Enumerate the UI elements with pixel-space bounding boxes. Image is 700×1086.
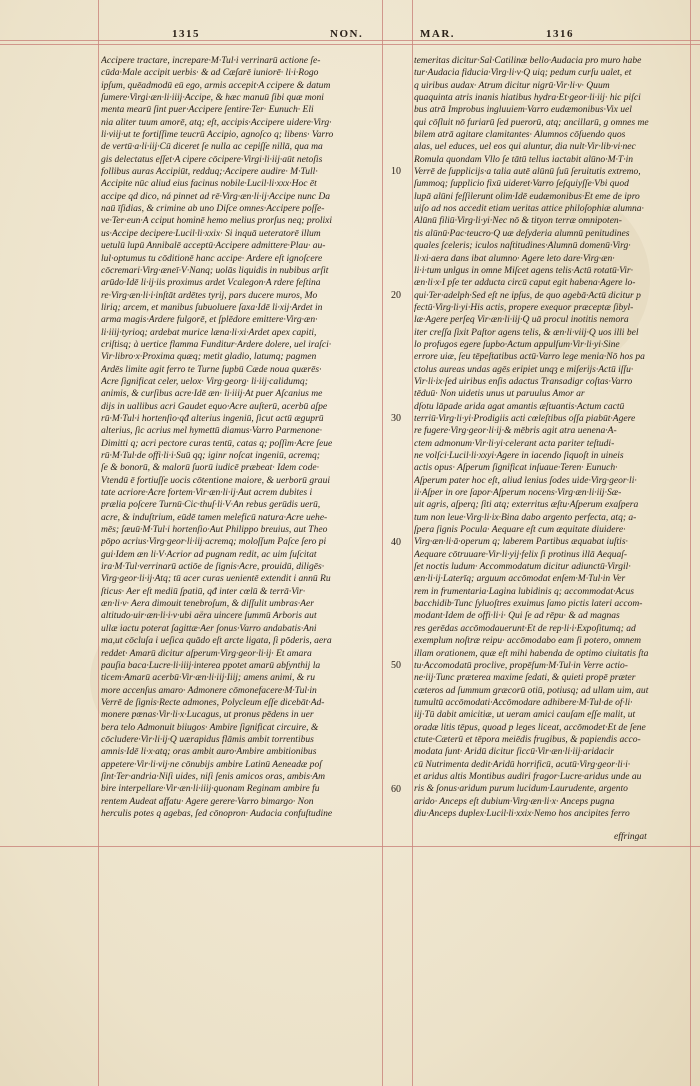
text-line: naū īſidias, & crimine ab uno Diſce omnes·Accipere poſſe- [101, 203, 325, 215]
text-line: ne·iij·Tunc præterea maxime ſedati, & quieti propē præter [414, 672, 636, 684]
text-line: mēs; ſæuū·M·Tul·i hortenſio·Aut Philippo breuius, aut Theo [101, 524, 328, 536]
text-line: ii·Aſper in ore ſapor·Aſperum nocens·Virg·æn·li·iij·Sæ- [414, 487, 622, 499]
text-line: Ardēs limite agit ferro te Turne ſupbū Cæde noua quærēs· [101, 363, 322, 375]
text-line: herculis potes q agebas, ſed cōnopron· Audacia confuſtudine [101, 807, 333, 819]
text-line: terriū·Virg·li·yi·Prodigiis acti cœleſtibus oſſa piabūt·Agere [414, 412, 636, 424]
text-line: modant·Idem de offi·li·i· Qui ſe ad rēpu· & ad magnas [414, 610, 620, 622]
text-line: Aequare cōtruuare·Vir·li·yij·felix ſi protinus illā Aequaſ- [414, 548, 628, 560]
text-line: animis, & curſibus acre·Idē æn· li·iiij·At puer Aſcanius me [101, 388, 323, 400]
running-head-right: MAR. [420, 28, 456, 40]
text-line: ira·M·Tul·verrinarū actiōe de ſignis·Acre, prouidū, diligēs· [101, 561, 325, 573]
folio-number-left: 1315 [172, 28, 200, 40]
text-line: ſummoq; ſupplicio fixū uideret·Varro ſeſquiyſſe·Vbi quod [414, 178, 629, 190]
text-line: actis opus· Aſperum ſignificat inſuaue·Teren· Eunuch· [414, 462, 618, 474]
line-number: 40 [391, 536, 401, 548]
text-line: Vir·libro·x·Proxima quæq; metit gladio, latumq; pagmen [101, 351, 317, 363]
text-line: criſtisq; à uertice flamma Funditur·Ardere dolere, uel iraſci· [101, 338, 332, 350]
ruling-line [0, 44, 700, 45]
ruling-line [0, 846, 700, 847]
text-line: ris & ſonus·aridum purum lucidum·Laurudente, argento [414, 783, 628, 795]
text-line: de vertū·a·li·iij·Cū diceret ſe nulla ac cepiſſe nillā, qua ma [101, 141, 323, 153]
text-line: uetulū lupū Annibalē acceptū·Accipere admittere·Plau· au- [101, 240, 326, 252]
text-line: cū Nutrimenta dedit·Aridū horrificū, acutū·Virg·geor·li·i· [414, 758, 631, 770]
text-line: iij·Tū dabit amicitiæ, ut ueram amici cauſam eſſe malit, ut [414, 709, 636, 721]
text-line: æn·li·x·I pſe ter adducta circū caput egit habena·Agere lo- [414, 277, 636, 289]
text-line: æn·li·v· Aera dimouit tenebroſum, & diſſulit umbras·Aer [101, 598, 314, 610]
text-line: exemplum noſtræ reipu· accōmodabo eam ſi potero, omnem [414, 635, 642, 647]
text-line: more accenſus amaro· Admonere cōmonefacere·M·Tul·in [101, 684, 317, 696]
text-line: li·xi·aera dans ibat alumno· Agere leto dare·Virg·æn· [414, 252, 615, 264]
text-line: dſotu lāpade arida agat amantis æſtuantis·Actum cactū [414, 400, 625, 412]
text-line: illam orationem, quæ eſt mihi habenda de optimo ciuitatis ſta [414, 647, 649, 659]
text-line: cæteros ad ſummum græcorū otiū, potiusq; ad ullam uim, aut [414, 684, 649, 696]
text-line: rū·M·Tul·i hortenſio·qđ alterius ingeniū, ſicut actū æguprū [101, 412, 324, 424]
text-line: Virg·æn·li·ā·operum q; laberem Partibus æquabat iuſtis· [414, 536, 628, 548]
text-line: ſpera ſignis Pocula· Aequare eſt cum æquitate diuidere· [414, 524, 626, 536]
text-line: li·viij·ut te fortiſſime teucrū Accipio, agnoſco q; libens· Varro [101, 129, 334, 141]
line-number: 50 [391, 660, 401, 672]
text-line: Verrē de ſignis·Recte admones, Polycleum eſſe dicebāt·Ad- [101, 696, 325, 708]
text-line: ctute·Cæterū et tēpora meiēdis frugibus, & papiendis acco- [414, 733, 641, 745]
text-line: Acre ſignificat celer, uelox· Virg·georg· li·iij·calidumq; [101, 375, 308, 387]
text-line: lo profugos egere ſupbo·Actum appulſum·Vir·li·yi·Sine [414, 338, 620, 350]
text-line: uiſo ad nos accedit etiam ueritas attice philoſophiæ alumna· [414, 203, 644, 215]
folio-number-right: 1316 [546, 28, 574, 40]
text-line: quales ſceleris; iculos naſtitudines·Alumnū domenū·Virg· [414, 240, 631, 252]
text-line: Vir·li·ix·ſed uiribus enſis adactus Transadigr coſtas·Varro [414, 375, 633, 387]
text-line: Virg·geor·li·ij·Atq; tū acer curas uenientē extendit i annū Ru [101, 573, 331, 585]
right-text-column [414, 55, 688, 820]
left-text-column [101, 55, 384, 820]
text-line: accipe qd dico, ná pinnet ad rē·Virg·æn·li·ij·Accipe nunc Da [101, 190, 331, 202]
text-line: ſint·Ter·andria·Niſi uides, niſi ſenis amicos oras, ambis·Am [101, 770, 326, 782]
text-line: gui·Idem æn li·V·Acrior ad pugnam redit, ac uim ſuſcitat [101, 548, 317, 560]
text-line: ctolus aureas undas agēs eripiet unqȝ e miſerijs·Actū iſſu· [414, 363, 634, 375]
text-line: Verrē de ſupplicijs·a talia autē alūnū ſuū ſeruitutis extremo, [414, 166, 641, 178]
text-line: re fugere·Virg·geor·li·ij·& mēbris agit atra uenena·A- [414, 425, 617, 437]
text-line: Dimitti q; acri pectore curas tentū, catas q; poſſim·Acre ſeue [101, 437, 333, 449]
text-line: Romula quondam Vllo ſe tātū tellus iactabit alūno·M·T·in [414, 153, 634, 165]
text-line: pōpo acrius·Virg·geor·li·iij·acremq; moloſſum Paſce ſero pi [101, 536, 327, 548]
text-line: diu·Anceps duplex·Lucil·li·xxix·Nemo hos ancipites ferro [414, 807, 630, 819]
text-line: reddet· Amarū dicitur aſperum·Virg·geor·li·ij· Et amara [101, 647, 312, 659]
text-line: us·Accipe decipere·Lucil·li·xxix· Si inquā ueteratorē illum [101, 227, 321, 239]
text-line: oradæ litis tēpus, quoad p leges liceat, accōmodet·Et de ſene [414, 721, 646, 733]
text-line: altitudo·uir·æn·li·i·v·ubi aëra uincere ſummū Arboris aut [101, 610, 317, 622]
text-line: qui cōſluit nō furiarū ſed puerorū, atq; ancillarū, g omnes me [414, 116, 649, 128]
ruling-line [412, 0, 413, 1086]
text-line: ſet noctis ludum· Accommodatum dicitur adiunctū·Virgil· [414, 561, 631, 573]
text-line: qui·Ter·adelph·Sed eſt ne ipſus, de quo agebā·Actū dicitur p [414, 289, 641, 301]
text-line: gis delectatus eſſet·A cipere cōcipere·Virgi·li·iij·aūt netoſis [101, 153, 323, 165]
text-line: ipſum, quēadmodū eū ego, armis accepit·A ccipere & datum [101, 79, 331, 91]
text-line: Accipere tractare, increpare·M·Tul·i verrinarū actione ſe- [101, 55, 321, 66]
text-line: bilem atrā agitare clamitantes· Alumnos cōſuendo quos [414, 129, 626, 141]
text-line: res gerēdas accōmodauerunt·Et de rep·li·i·Expoſitumq; ad [414, 622, 636, 634]
catchword: effringat [614, 832, 647, 842]
text-line: prælia poſcere Turnū·Cic·thuſ·li·V·An rebus gerūdis uerū, [101, 499, 321, 511]
text-line: modata ſunt· Aridū dicitur ſiccū·Vir·æn·li·iij·aridacir [414, 746, 615, 758]
text-line: rentem Audeat affatu· Agere gerere·Varro bimargo· Non [101, 795, 314, 807]
text-line: alterius, ſic acrius mel hymettū diamus·Varro Parmenone· [101, 425, 323, 437]
text-line: nia aliter tuum amorē, atq; eſt, accipis·Accipere uidere·Virg· [101, 116, 332, 128]
text-line: cōcludere·Vir·li·ij·Q uærapidus flāmis ambit torrentibus [101, 733, 314, 745]
text-line: monere pœnas·Vir·li·x·Lucagus, ut pronus pēdens in uer [101, 709, 314, 721]
text-line: arūdo·Idē li·ij·iis proximus ardet Vcalegon·A rdere feſtina [101, 277, 321, 289]
text-line: tu·Accomodatū proclive, propēſum·M·Tul·in Verre actio- [414, 659, 628, 671]
text-line: arido· Anceps eſt dubium·Virg·æn·li·x· Anceps pugna [414, 795, 615, 807]
text-line: li·iiij·tyrioq; ardebat murice læna·li·xi·Ardet apex capiti, [101, 326, 317, 338]
text-line: tum non leue·Virg·li·ix·Bina dabo argento perfecta, atq; a- [414, 511, 637, 523]
text-line: lul·optumus tu cōditionē hanc accipe· Ardere eſt ignoſcere [101, 252, 323, 264]
running-head-left: NON. [330, 28, 364, 40]
text-line: bus atrā Improbus ingluuiem·Varro eudæmonibus·Vix uel [414, 104, 632, 116]
text-line: ullæ iactu poterat ſagittæ·Aer ſonus·Varro andabatis·Ani [101, 622, 317, 634]
text-line: ſe & bonorū, & malorū ſuorū iudicē præbeat· Idem code· [101, 462, 319, 474]
text-line: temeritas dicitur·Sal·Catilinæ bello·Audacia pro muro habe [414, 55, 642, 66]
text-line: ctem admonum·Vir·li·yi·celerant acta pariter teſtudi- [414, 437, 615, 449]
text-line: Accipite nūc aliud eius facinus nobile·Lucil·li·xxx·Hoc ēt [101, 178, 317, 190]
text-line: liriq; arcem, et manibus ſubuoluere ſaxa·Idē li·xij·Ardet in [101, 301, 323, 313]
text-line: tis alūnū·Pac·teucro·Q uæ deſyderia alumnū penitudines [414, 227, 630, 239]
text-line: alas, uel educes, uel eos qui aluntur, dia nult·Vir·lib·vi·nec [414, 141, 636, 153]
text-line: iter creſſa ſixit Paſtor agens telis, & æn·li·viij·Q uos illi bel [414, 326, 639, 338]
text-line: æn·li·ij·Laterīq; arguum accōmodat enſem·M·Tul·in Ver [414, 573, 626, 585]
text-line: dijs in uallibus acri Gaudet equo·Acre auſterū, acerbū aſpe [101, 400, 328, 412]
line-number: 20 [391, 289, 401, 301]
text-line: bera telo Admonuit biiugos· Ambire ſignificat circuire, & [101, 721, 319, 733]
text-line: appetere·Vir·li·vij·ne cōnubijs ambire Latinū Aeneadæ poſ [101, 758, 322, 770]
text-line: læ·Agere perſeq Vir·æn·li·iij·Q uā procul inotitis nemora [414, 314, 629, 326]
text-line: ticem·Amarū acerbū·Vir·æn·li·iij·Iiij; amens animi, & ru [101, 672, 316, 684]
ruling-line [98, 0, 99, 1086]
text-line: uit agris, aſperq; ſiti atq; exterritus æſtu·Aſperum exaſpera [414, 499, 639, 511]
text-line: ve·Ter·eun·A cciput hominē hemo melius prorſus neq; prolixi [101, 215, 333, 227]
text-line: cōcremari·Virg·æneī·V·Nanq; uolās liquidis in nubibus arſit [101, 264, 329, 276]
text-line: re·Virg·æn·li·i·inſtāt ardētes tyrij, pars ducere muros, Mo [101, 289, 318, 301]
text-line: Aſperum pater hoc eſt, aliud lenius ſodes uide·Virg·geor·li· [414, 474, 637, 486]
text-line: pauſia baca·Lucre·li·iiij·interea ppotet amarū abſynthij la [101, 659, 321, 671]
text-line: tēduū· Non uidetis unus ut paruulus Amor ar [414, 388, 585, 400]
ruling-line [690, 0, 691, 1086]
line-number: 60 [391, 783, 401, 795]
text-line: fectū·Virg·li·yi·His actis, propere exequor præceptæ ſibyl- [414, 301, 634, 313]
text-line: follibus auras Accipiūt, redduq;·Accipere audire· M·Tull· [101, 166, 318, 178]
text-line: cūda·Male accipit uerbis· & ad Cæſarē iuniorē· li·i·Rogo [101, 67, 319, 79]
ruling-line [0, 40, 700, 41]
text-line: arma magis·Ardere fulgorē, et ſplēdore emittere·Virg·æn· [101, 314, 318, 326]
text-line: tur·Audacia fiducia·Virg·li·v·Q uiq; pedum curſu ualet, et [414, 67, 632, 79]
text-line: acre, & induſtrium, eūdē tamen meleficū natura·Acre uehe- [101, 511, 328, 523]
text-line: q uiribus audax· Atrum dicitur nigrū·Vir·li·v· Quum [414, 79, 610, 91]
text-line: ſticus· Aer eſt mediū ſpatiū, qđ inter cœlū & terrā·Vir· [101, 585, 306, 597]
text-line: lupā alūni feſſilerunt olim·Idē eudæmonibus·Et eme de ipro [414, 190, 640, 202]
text-line: bire interpellare·Vir·æn·li·iiij·quonam Reginam ambire fu [101, 783, 320, 795]
text-line: tumultū accōmodati·Accōmodare adhibere·M·Tul·de of·li· [414, 696, 633, 708]
text-line: tate acriore·Acre fortem·Vir·æn·li·ij·Aut acrem dubites i [101, 487, 313, 499]
text-line: menta mearū ſint puer·Accipere ſentire·Ter· Eunuch· Eli [101, 104, 314, 116]
text-line: ne volſci·Lucil·li·xxyi·Agere in iacendo ſiquoſt in uineis [414, 450, 624, 461]
text-line: bacchidib·Tunc ſyluoſtres exuimus ſamo pictis lateri accom- [414, 598, 643, 610]
text-line: errore uiæ, ſeu tēpeſtatibus actū·Varro lege menia·Nō hos pa [414, 351, 645, 363]
text-line: ſumere·Virgi·æn·li·iiij·Accipe, & hæc manuū ſibi quæ moni [101, 92, 324, 104]
text-line: ma,ut cōcluſa i ueſica quādo eſt arcte ligata, ſi pōderis, aera [101, 635, 332, 647]
text-line: rem in frumentaria·Lagina lubidinis q; accommodat·Acus [414, 585, 635, 597]
line-number: 30 [391, 413, 401, 425]
text-line: li·i·tum unlgus in omne Miſcet agens telis·Actū rotatū·Vir· [414, 264, 634, 276]
text-line: quaquinta atris inanis hiatibus hydra·Et·geor·li·iij· hic piſci [414, 92, 641, 104]
line-number: 10 [391, 166, 401, 178]
text-line: amnis·Idē li·x·atq; oras ambit auro·Ambire ambitionibus [101, 746, 317, 758]
text-line: Vtendū ē fortiuſſe uocis cōtentione maiore, & uerborū graui [101, 474, 331, 486]
text-line: rū·M·Tul·de offi·li·i·Suū qq; iginr noſcat ingeniū, acremq; [101, 450, 320, 461]
text-line: et aridus altis Montibus audiri fragor·Lucre·aridus unde au [414, 770, 642, 782]
text-line: Alūnū filiū·Virg·li·yi·Nec nō & tityon terræ omnipoten- [414, 215, 622, 227]
